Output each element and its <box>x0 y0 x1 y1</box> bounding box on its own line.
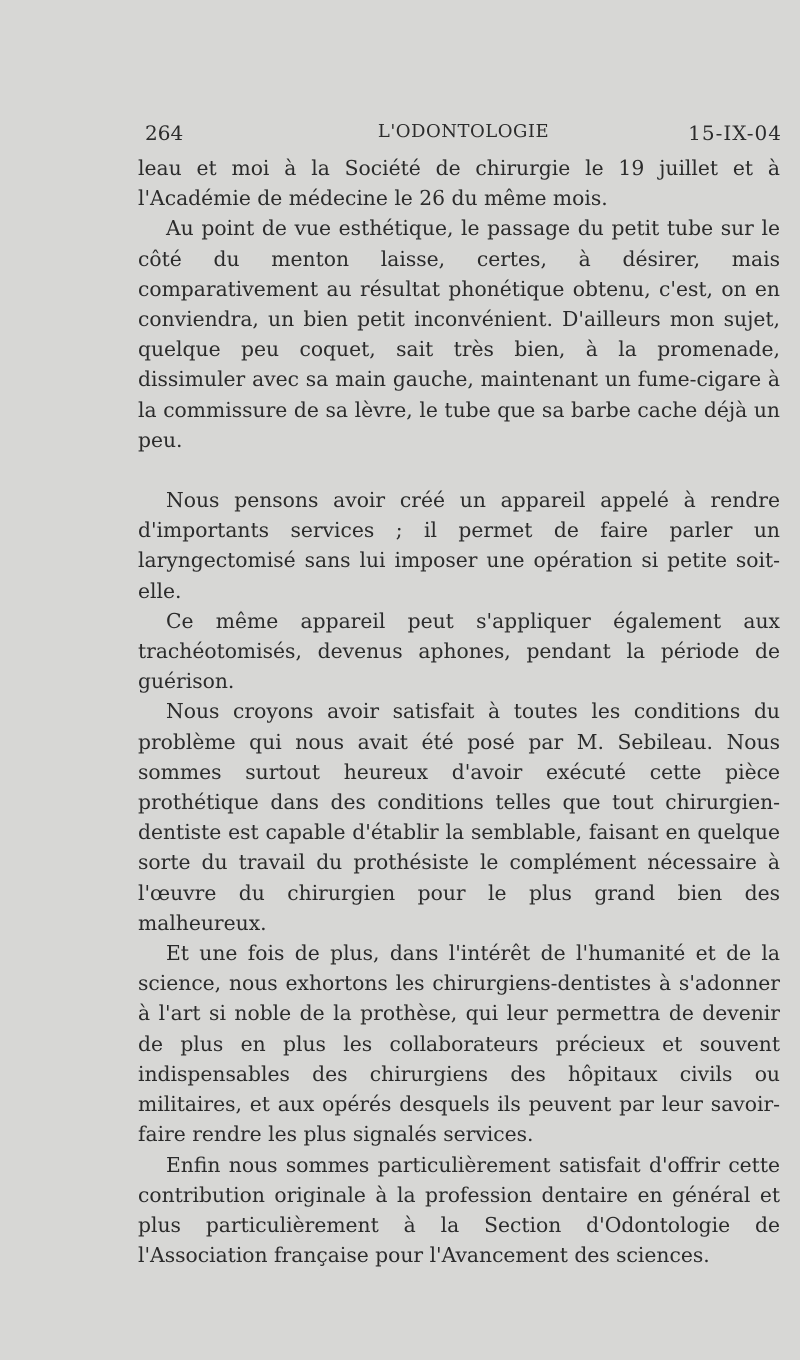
body-text <box>138 153 780 1270</box>
paragraph-tracheotomy: Ce même appareil peut s'appliquer également aux trachéotomisés, devenus aphones, pendant la période de guérison. <box>138 608 780 694</box>
paragraph-conclusion: Enfin nous sommes particulièrement satisfait d'offrir cette contribution originale à la profession dentaire en général et plus particulièrement à la Section d'Odontologie de l'Association française pour l'Avancement des sciences. <box>138 1152 780 1268</box>
running-header <box>145 121 782 149</box>
page-number: 264 <box>145 121 184 145</box>
paragraph-conditions: Nous croyons avoir satisfait à toutes les conditions du problème qui nous avait été posé par M. Sebileau. Nous sommes surtout heureux d'avoir exécuté cette pièce prothétique dans des conditions telles que tout chirurgien-dentiste est capable d'établir la semblable, faisant en quelque sorte du travail du prothésiste le complément nécessaire à l'œuvre du chirurgien pour le plus grand bien des malheureux. <box>138 699 780 935</box>
paragraph-apparatus: Nous pensons avoir créé un appareil appelé à rendre d'importants services ; il permet de faire parler un laryngectomisé sans lui imposer une opération si petite soit-elle. <box>138 488 780 603</box>
issue-date: 15-IX-04 <box>688 121 782 145</box>
running-title: L'ODONTOLOGIE <box>377 121 550 142</box>
paragraph-continuation: leau et moi à la Société de chirurgie le 19 juillet et à l'Académie de médecine le 26 du même mois. <box>138 156 780 211</box>
paragraph-aesthetics: Au point de vue esthétique, le passage du petit tube sur le côté du menton laisse, certes, à désirer, mais comparativement au résultat phonétique obtenu, c'est, on en conviendra, un bien petit inconvénient. D'ailleurs mon sujet, quelque peu coquet, sait très bien, à la promenade, dissimuler avec sa main gauche, maintenant un fume-cigare à la commissure de sa lèvre, le tube que sa barbe cache déjà un peu. <box>138 216 780 452</box>
paragraph-exhortation: Et une fois de plus, dans l'intérêt de l'humanité et de la science, nous exhortons les chirurgiens-dentistes à s'adonner à l'art si noble de la prothèse, qui leur permettra de devenir de plus en plus les collaborateurs précieux et souvent indispensables des chirurgiens des hôpitaux civils ou militaires, et aux opérés desquels ils peuvent par leur savoir-faire rendre les plus signalés services. <box>138 941 780 1147</box>
